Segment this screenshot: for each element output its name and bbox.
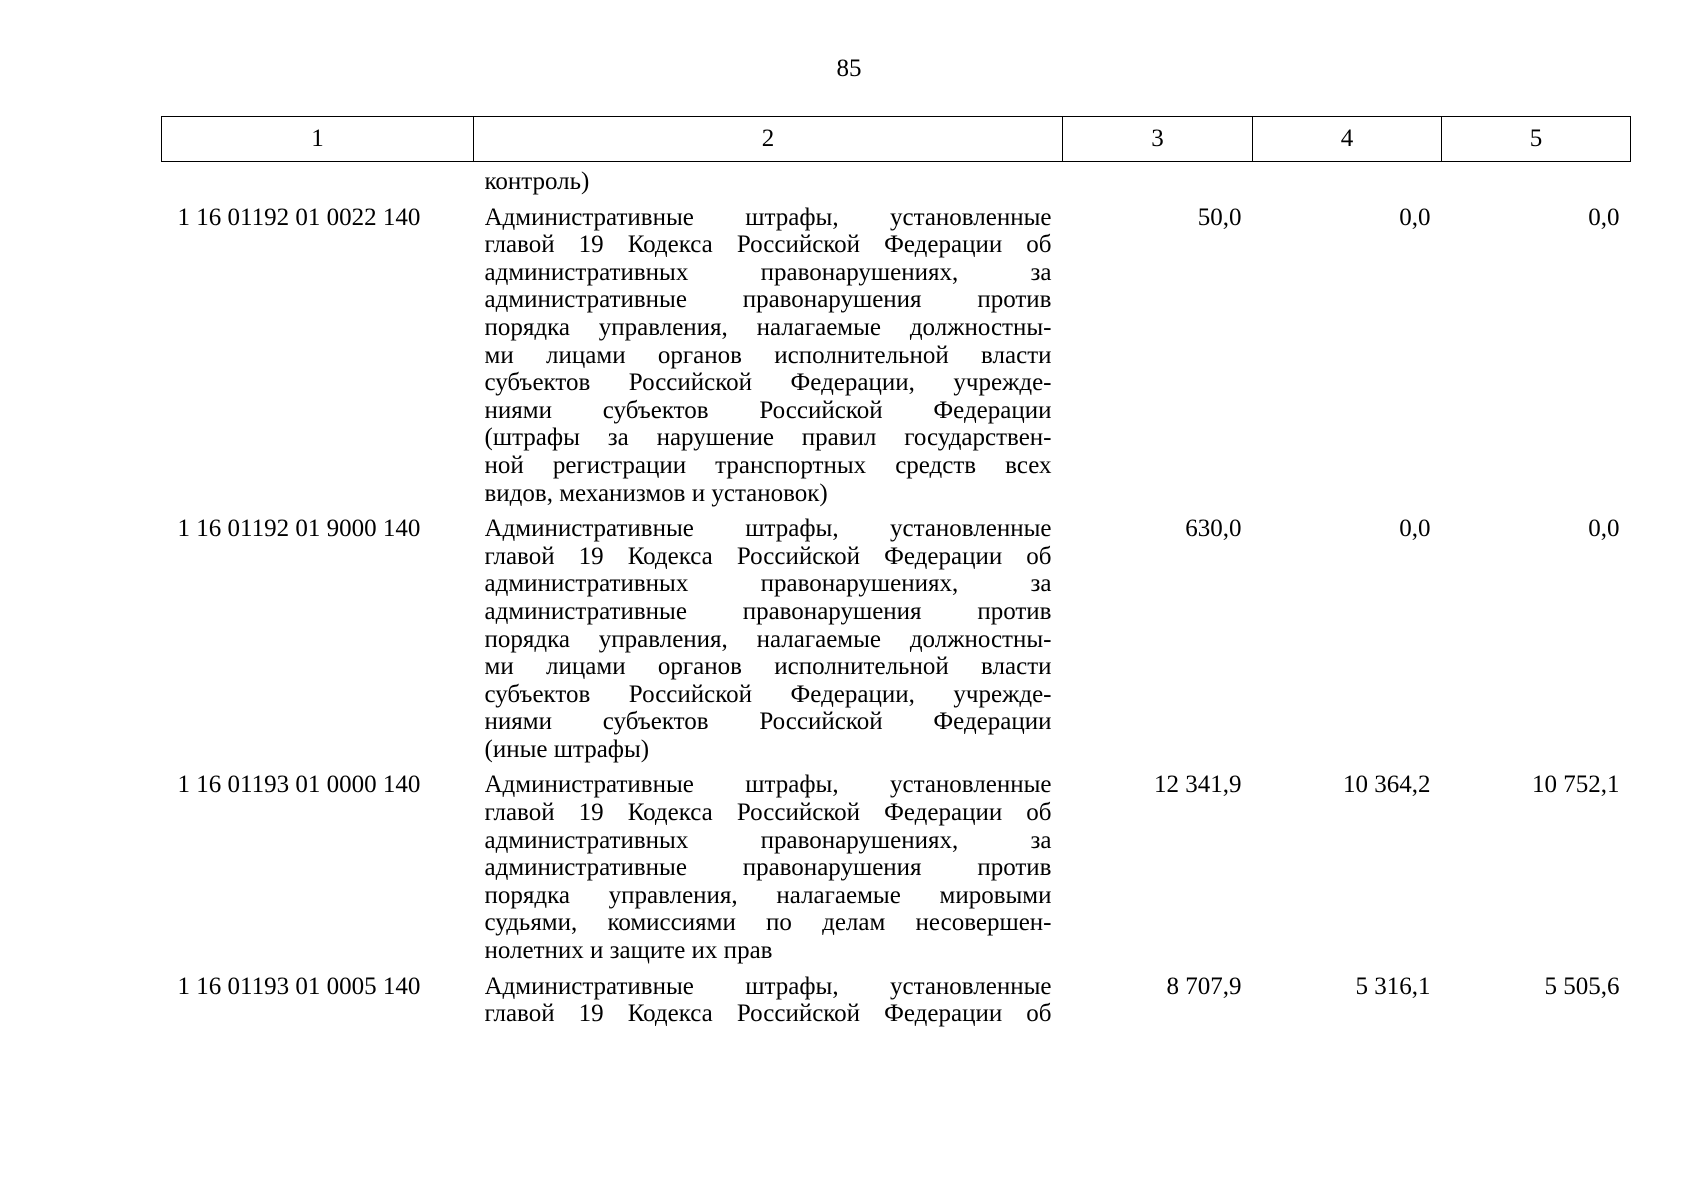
description-line: ниями субъектов Российской Федерации: [484, 708, 1052, 736]
description-line: Административные штрафы, установленные: [484, 515, 1052, 543]
table-row: [162, 196, 1631, 508]
table-row: [162, 763, 1631, 964]
budget-code-cell: 1 16 01193 01 0000 140: [177, 771, 421, 799]
description-cell: [474, 965, 1063, 1028]
description-line: Административные штрафы, установленные: [484, 203, 1052, 231]
amount-col4-cell: 10 364,2: [1343, 771, 1431, 799]
description-line: главой 19 Кодекса Российской Федерации об: [484, 1000, 1052, 1028]
description-line: субъектов Российской Федерации, учрежде-: [484, 680, 1052, 708]
description-line: (штрафы за нарушение правил государствен-: [484, 424, 1052, 452]
amount-col4-cell: 0,0: [1399, 515, 1431, 543]
table-header-row: [162, 117, 1631, 162]
page-number: 85: [836, 55, 862, 82]
column-header-3: 3: [1063, 117, 1253, 162]
description-line: главой 19 Кодекса Российской Федерации об: [484, 542, 1052, 570]
budget-code-cell: 1 16 01192 01 9000 140: [177, 515, 421, 543]
budget-table: [161, 116, 1631, 1028]
description-line: административных правонарушениях, за: [484, 258, 1052, 286]
description-line: видов, механизмов и установок): [484, 479, 828, 507]
amount-col5-cell: 0,0: [1588, 203, 1620, 231]
column-header-1: 1: [162, 117, 474, 162]
description-cell: [474, 196, 1063, 508]
description-line: ми лицами органов исполнительной власти: [484, 341, 1052, 369]
amount-col5-cell: 5 505,6: [1544, 972, 1620, 1000]
description-line: ной регистрации транспортных средств всех: [484, 451, 1052, 479]
description-cell: [474, 763, 1063, 964]
description-line: главой 19 Кодекса Российской Федерации об: [484, 231, 1052, 259]
table-body: [162, 162, 1631, 1028]
description-line: порядка управления, налагаемые должностны-: [484, 625, 1052, 653]
description-line: нолетних и защите их прав: [484, 937, 773, 965]
description-line: административные правонарушения против: [484, 854, 1052, 882]
description-line: судьями, комиссиями по делам несовершен-: [484, 909, 1052, 937]
column-header-5: 5: [1442, 117, 1631, 162]
budget-code-cell: 1 16 01192 01 0022 140: [177, 203, 421, 231]
description-cell: [474, 507, 1063, 763]
description-line: ниями субъектов Российской Федерации: [484, 396, 1052, 424]
description-line: порядка управления, налагаемые мировыми: [484, 881, 1052, 909]
amount-col3-cell: 630,0: [1185, 515, 1242, 543]
description-line: административных правонарушениях, за: [484, 570, 1052, 598]
description-line: субъектов Российской Федерации, учрежде-: [484, 369, 1052, 397]
amount-col4-cell: 5 316,1: [1355, 972, 1431, 1000]
description-line: Административные штрафы, установленные: [484, 972, 1052, 1000]
continuation-col5-cell: [1442, 162, 1631, 196]
amount-col3-cell: 50,0: [1197, 203, 1242, 231]
description-line: административные правонарушения против: [484, 597, 1052, 625]
column-header-4: 4: [1253, 117, 1442, 162]
description-line: главой 19 Кодекса Российской Федерации об: [484, 799, 1052, 827]
description-line: административные правонарушения против: [484, 286, 1052, 314]
table-row: [162, 965, 1631, 1028]
description-line: контроль): [484, 168, 590, 195]
continuation-col4-cell: [1253, 162, 1442, 196]
continuation-row: [162, 162, 1631, 196]
description-line: (иные штрафы): [484, 735, 650, 763]
description-line: ми лицами органов исполнительной власти: [484, 653, 1052, 681]
amount-col3-cell: 8 707,9: [1166, 972, 1242, 1000]
continuation-description-cell: [474, 162, 1063, 196]
amount-col3-cell: 12 341,9: [1154, 771, 1242, 799]
table-header: [162, 117, 1631, 162]
description-line: административных правонарушениях, за: [484, 826, 1052, 854]
column-header-2: 2: [474, 117, 1063, 162]
budget-code-cell: 1 16 01193 01 0005 140: [177, 972, 421, 1000]
continuation-col3-cell: [1063, 162, 1253, 196]
table-row: [162, 507, 1631, 763]
amount-col4-cell: 0,0: [1399, 203, 1431, 231]
amount-col5-cell: 10 752,1: [1532, 771, 1620, 799]
amount-col5-cell: 0,0: [1588, 515, 1620, 543]
description-line: порядка управления, налагаемые должностны-: [484, 313, 1052, 341]
description-line: Административные штрафы, установленные: [484, 771, 1052, 799]
continuation-code-cell: [162, 162, 474, 196]
